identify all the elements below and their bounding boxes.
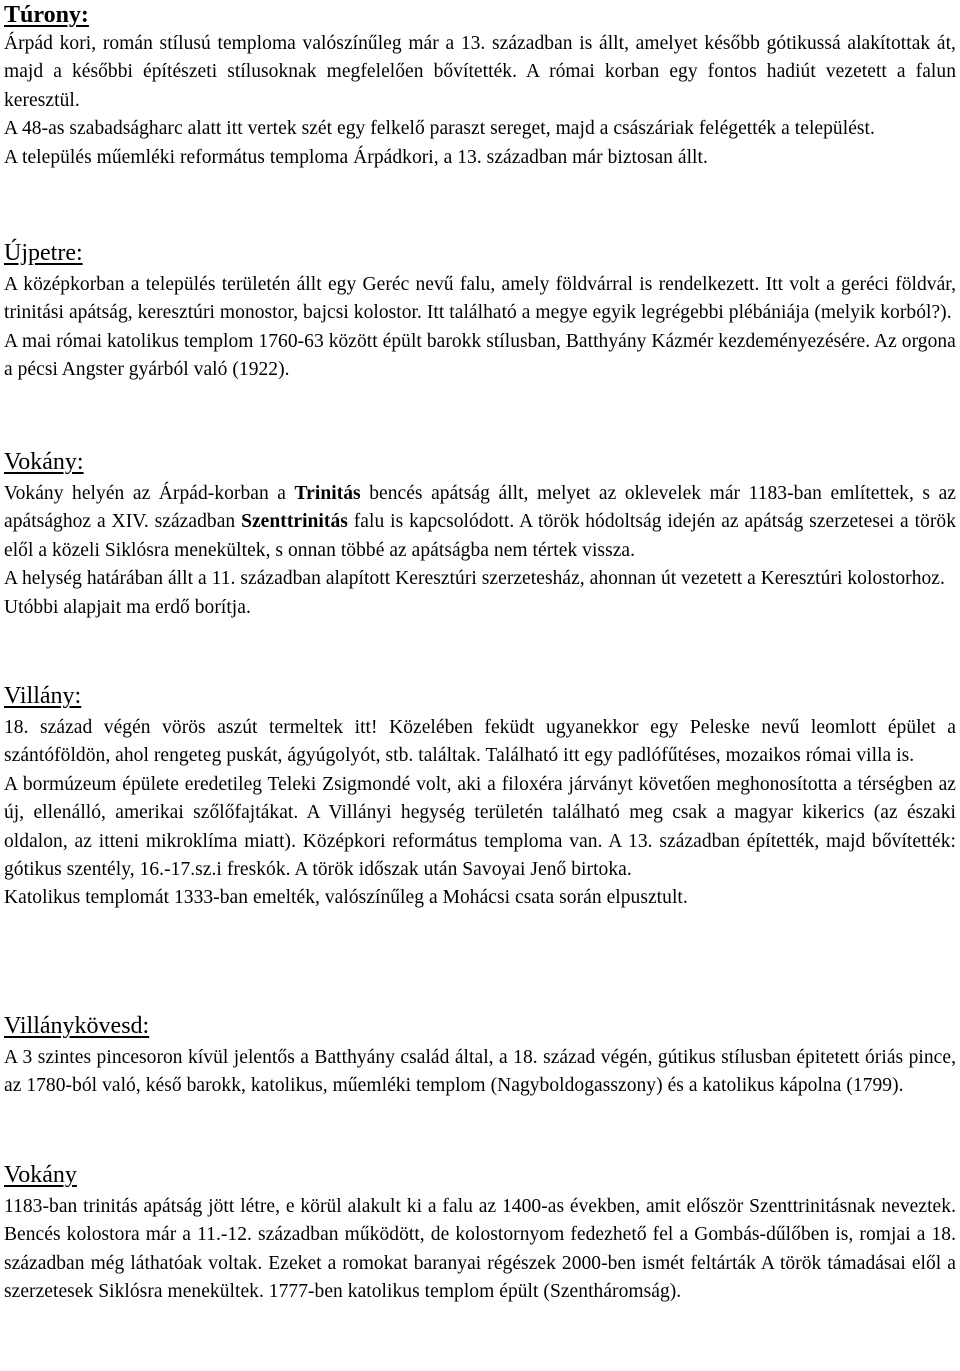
paragraph: A 48-as szabadságharc alatt itt vertek szét egy felkelő paraszt sereget, majd a császáriak felégették a települést. (4, 118, 875, 140)
paragraph: 1183-ban trinitás apátság jött létre, e körül alakult ki a falu az 1400-as években, amit először Szenttrinitásnak neveztek. Bencés kolostora már a 11.-12. században működött, de kolostornyom fedezhető fel a Gombás-dűlőben is, romjai a 18. században még láthatóak voltak. Ezeket a romokat baranyai régészek 2000-ben ismét feltárták A török támadásai elől a szerzetesek Siklósra menekültek. 1777-ben katolikus templom épült (Szentháromság). (4, 1196, 956, 1303)
paragraph: A mai római katolikus templom 1760-63 között épült barokk stílusban, Batthyány Kázmér kezdeményezésére. Az orgona a pécsi Angster gyárból való (1922). (4, 330, 956, 381)
section-heading: Vokány (4, 1162, 77, 1188)
text-run: Vokány helyén az Árpád-korban a (4, 483, 295, 504)
paragraph: 18. század végén vörös aszút termeltek itt! Közelében feküdt ugyanekkor egy Peleske nevű leomlott épület a szántóföldön, ahol rengeteg puskát, ágyúgolyót, stb. találtak. Található itt egy padlófűtéses, mozaikos római villa is. (4, 717, 956, 767)
paragraph: A bormúzeum épülete eredetileg Teleki Zsigmondé volt, aki a filoxéra járványt követően meghonosította a térségben az új, ellenálló, amerikai szőlőfajtákat. A Villányi hegység területén található meg csak a magyar kikerics (az északi oldalon, az itteni mikroklíma miatt). Középkori református temploma van. A 13. században építették, majd bővítették: gótikus szentély, 16.-17.sz.i freskók. A török időszak után Savoyai Jenő birtoka. (4, 773, 956, 881)
paragraph: A középkorban a település területén állt egy Geréc nevű falu, amely földvárral is rendelkezett. Itt volt a geréci földvár, trinitási apátság, keresztúri monostor, bajcsi kolostor. Itt található a megye egyik legrégebbi plébániája (melyik korból?). (4, 274, 956, 324)
text-run: bencés apátság állt, melyet az oklevelek már 1183-ban említettek, s az apátsághoz a XIV. században (4, 483, 956, 533)
section-heading: Újpetre: (4, 240, 83, 266)
text-run: falu is kapcsolódott. A török hódoltság idején az apátság szerzetesei a török elől a közeli Siklósra menekültek, s onnan többé az apátságba nem tértek vissza. (4, 511, 956, 561)
section-villanykovesd (4, 1013, 956, 1101)
section-vokany (4, 449, 956, 622)
section-vokany-2 (4, 1162, 956, 1307)
paragraph: Katolikus templomát 1333-ban emelték, valószínűleg a Mohácsi csata során elpusztult. (4, 887, 688, 909)
paragraph: A helység határában állt a 11. században alapított Keresztúri szerzetesház, ahonnan út vezetett a Keresztúri kolostorhoz. Utóbbi alapjait ma erdő borítja. (4, 568, 945, 618)
paragraph (4, 480, 956, 565)
paragraph: A település műemléki református temploma Árpádkori, a 13. században már biztosan állt. (4, 146, 708, 168)
paragraph: A 3 szintes pincesoron kívül jelentős a Batthyány család által, a 18. század végén, gútikus stílusban épitetett óriás pince, az 1780-ból való, késő barokk, katolikus, műemléki templom (Nagyboldogasszony) és a katolikus kápolna (1799). (4, 1047, 956, 1097)
section-heading: Vokány: (4, 449, 84, 475)
paragraph: Árpád kori, román stílusú temploma valószínűleg már a 13. században is állt, amelyet később gótikussá alakítottak át, majd a későbbi építészeti stílusoknak megfelelően bővítették. A római korban egy fontos hadiút vezetett a falun keresztül. (4, 33, 956, 111)
section-ujpetre (4, 240, 956, 385)
section-heading: Túrony: (4, 2, 89, 28)
section-turony (4, 2, 956, 172)
bold-term: Szenttrinitás (241, 511, 348, 533)
bold-term: Trinitás (294, 483, 361, 504)
section-heading: Villány: (4, 683, 82, 709)
section-heading: Villánykövesd: (4, 1013, 150, 1039)
section-villany (4, 683, 956, 913)
